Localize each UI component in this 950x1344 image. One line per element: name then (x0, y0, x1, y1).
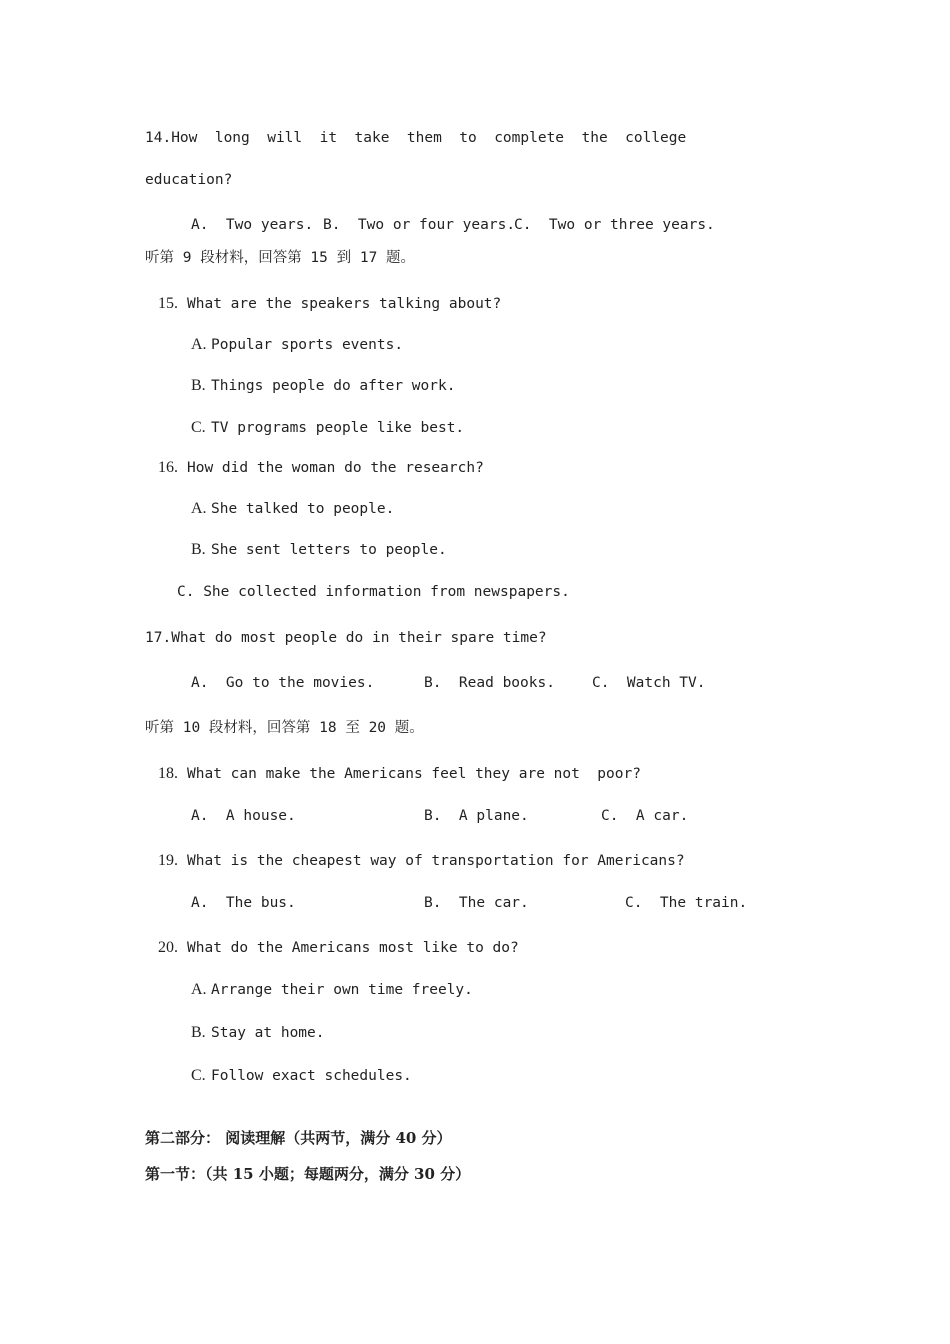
question-16-option-c: C. She collected information from newspapers. (177, 584, 570, 600)
question-20-option-c-letter: C. (191, 1067, 206, 1084)
question-15-option-b-text: Things people do after work. (211, 378, 456, 394)
question-19-option-a: A. The bus. (191, 895, 296, 911)
question-19-option-c: C. The train. (625, 895, 748, 911)
question-20-number: 20. (158, 939, 178, 956)
question-16-option-b-letter: B. (191, 541, 206, 558)
question-16-option-b-text: She sent letters to people. (211, 542, 447, 558)
question-20-text: What do the Americans most like to do? (187, 940, 519, 956)
question-18-option-a: A. A house. (191, 808, 296, 824)
section-10-instruction: 听第 10 段材料，回答第 18 至 20 题。 (145, 720, 424, 736)
section-9-instruction: 听第 9 段材料，回答第 15 到 17 题。 (145, 250, 416, 266)
section-1-heading: 第一节：（共 15 小题；每题两分，满分 30 分） (145, 1165, 471, 1183)
question-14-line1: 14.How long will it take them to complete the college (145, 130, 687, 146)
question-17-option-c: C. Watch TV. (592, 675, 706, 691)
question-17-text: 17.What do most people do in their spare time? (145, 630, 547, 646)
question-17-option-b: B. Read books. (424, 675, 555, 691)
question-15-option-a-text: Popular sports events. (211, 337, 404, 353)
question-19-option-b: B. The car. (424, 895, 529, 911)
part-2-heading: 第二部分： 阅读理解（共两节，满分 40 分） (145, 1129, 452, 1147)
question-14-option-c: C. Two or three years. (514, 217, 715, 233)
question-15-text: What are the speakers talking about? (187, 296, 502, 312)
question-20-option-b-letter: B. (191, 1024, 206, 1041)
question-15-option-a-letter: A. (191, 336, 207, 353)
question-20-option-a-letter: A. (191, 981, 207, 998)
question-18-text: What can make the Americans feel they are not poor? (187, 766, 641, 782)
question-18-option-c: C. A car. (601, 808, 689, 824)
question-14-option-a: A. Two years. (191, 217, 314, 233)
question-16-option-a-text: She talked to people. (211, 501, 395, 517)
question-18-option-b: B. A plane. (424, 808, 529, 824)
question-18-number: 18. (158, 765, 178, 782)
question-14-line2: education? (145, 172, 233, 188)
question-20-option-b-text: Stay at home. (211, 1025, 325, 1041)
question-14-option-b: B. Two or four years. (323, 217, 516, 233)
question-19-text: What is the cheapest way of transportation for Americans? (187, 853, 685, 869)
question-19-number: 19. (158, 852, 178, 869)
question-15-option-c-letter: C. (191, 419, 206, 436)
question-15-option-b-letter: B. (191, 377, 206, 394)
question-15-option-c-text: TV programs people like best. (211, 420, 465, 436)
question-16-number: 16. (158, 459, 178, 476)
question-20-option-a-text: Arrange their own time freely. (211, 982, 473, 998)
question-20-option-c-text: Follow exact schedules. (211, 1068, 412, 1084)
question-15-number: 15. (158, 295, 178, 312)
question-17-option-a: A. Go to the movies. (191, 675, 375, 691)
question-16-text: How did the woman do the research? (187, 460, 484, 476)
question-16-option-a-letter: A. (191, 500, 207, 517)
